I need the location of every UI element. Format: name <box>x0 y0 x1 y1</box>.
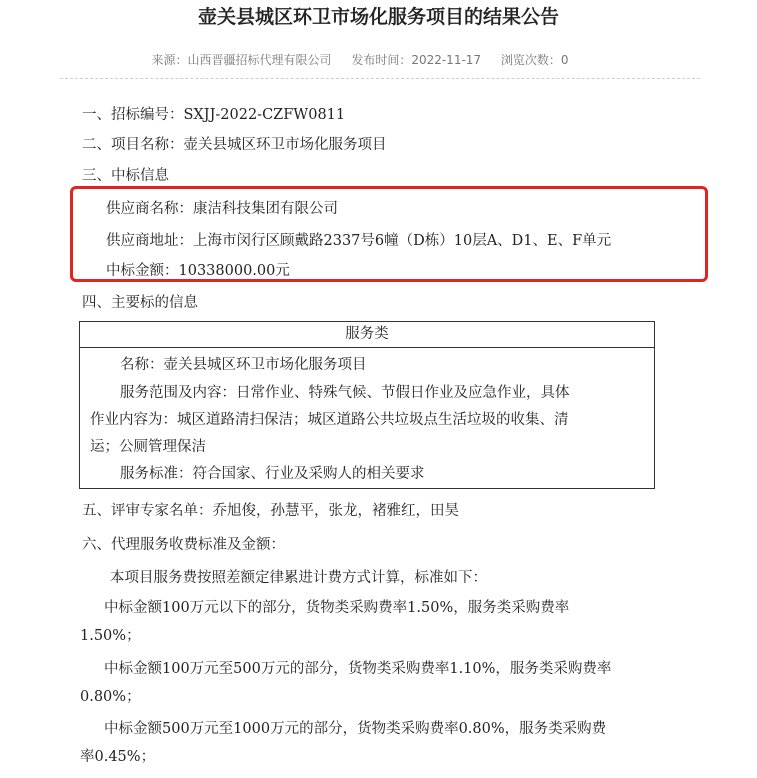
supplier-name: 供应商名称：康洁科技集团有限公司 <box>106 201 338 217</box>
item-scope-line-2: 作业内容为：城区道路清扫保洁；城区道路公共垃圾点生活垃圾的收集、清 <box>90 412 569 428</box>
source-label: 来源：山西晋疆招标代理有限公司 <box>151 53 332 67</box>
project-name: 二、项目名称：壶关县城区环卫市场化服务项目 <box>82 137 387 153</box>
publish-date: 发布时间：2022-11-17 <box>351 53 482 67</box>
fee-tier-3: 中标金额500万元至1000万元的部分，货物类采购费率0.80%，服务类采购费 <box>104 721 607 737</box>
table-header: 服务类 <box>80 322 654 348</box>
bid-number: 一、招标编号：SXJJ-2022-CZFW0811 <box>82 107 346 123</box>
winning-info-heading: 三、中标信息 <box>82 168 169 184</box>
main-items-heading: 四、主要标的信息 <box>82 295 198 311</box>
fee-intro: 本项目服务费按照差额定律累进计费方式计算，标准如下： <box>110 570 487 586</box>
experts-list: 五、评审专家名单：乔旭俊，孙慧平，张龙，褚雅红，田昊 <box>82 503 459 519</box>
fee-tier-2-rate: 0.80%； <box>80 689 141 705</box>
item-name: 名称：壶关县城区环卫市场化服务项目 <box>120 357 367 373</box>
item-scope-line-1: 服务范围及内容：日常作业、特殊气候、节假日作业及应急作业，具体 <box>120 385 570 401</box>
bid-amount: 中标金额：10338000.00元 <box>106 263 290 279</box>
supplier-address: 供应商地址：上海市闵行区顾戴路2337号6幢（D栋）10层A、D1、E、F单元 <box>106 233 612 249</box>
view-count: 浏览次数：0 <box>500 53 569 67</box>
fee-tier-1-rate: 1.50%； <box>80 628 141 644</box>
items-table <box>79 321 655 489</box>
page-title: 壶关县城区环卫市场化服务项目的结果公告 <box>197 6 559 28</box>
fee-tier-3-rate: 率0.45%； <box>80 749 156 765</box>
item-standard: 服务标准：符合国家、行业及采购人的相关要求 <box>120 466 425 482</box>
fee-heading: 六、代理服务收费标准及金额： <box>82 537 285 553</box>
fee-tier-2: 中标金额100万元至500万元的部分，货物类采购费率1.10%，服务类采购费率 <box>104 661 612 677</box>
article-meta <box>0 51 720 68</box>
item-scope-line-3: 运；公厕管理保洁 <box>90 439 206 455</box>
fee-tier-1: 中标金额100万元以下的部分，货物类采购费率1.50%，服务类采购费率 <box>104 600 570 616</box>
divider <box>60 78 700 79</box>
